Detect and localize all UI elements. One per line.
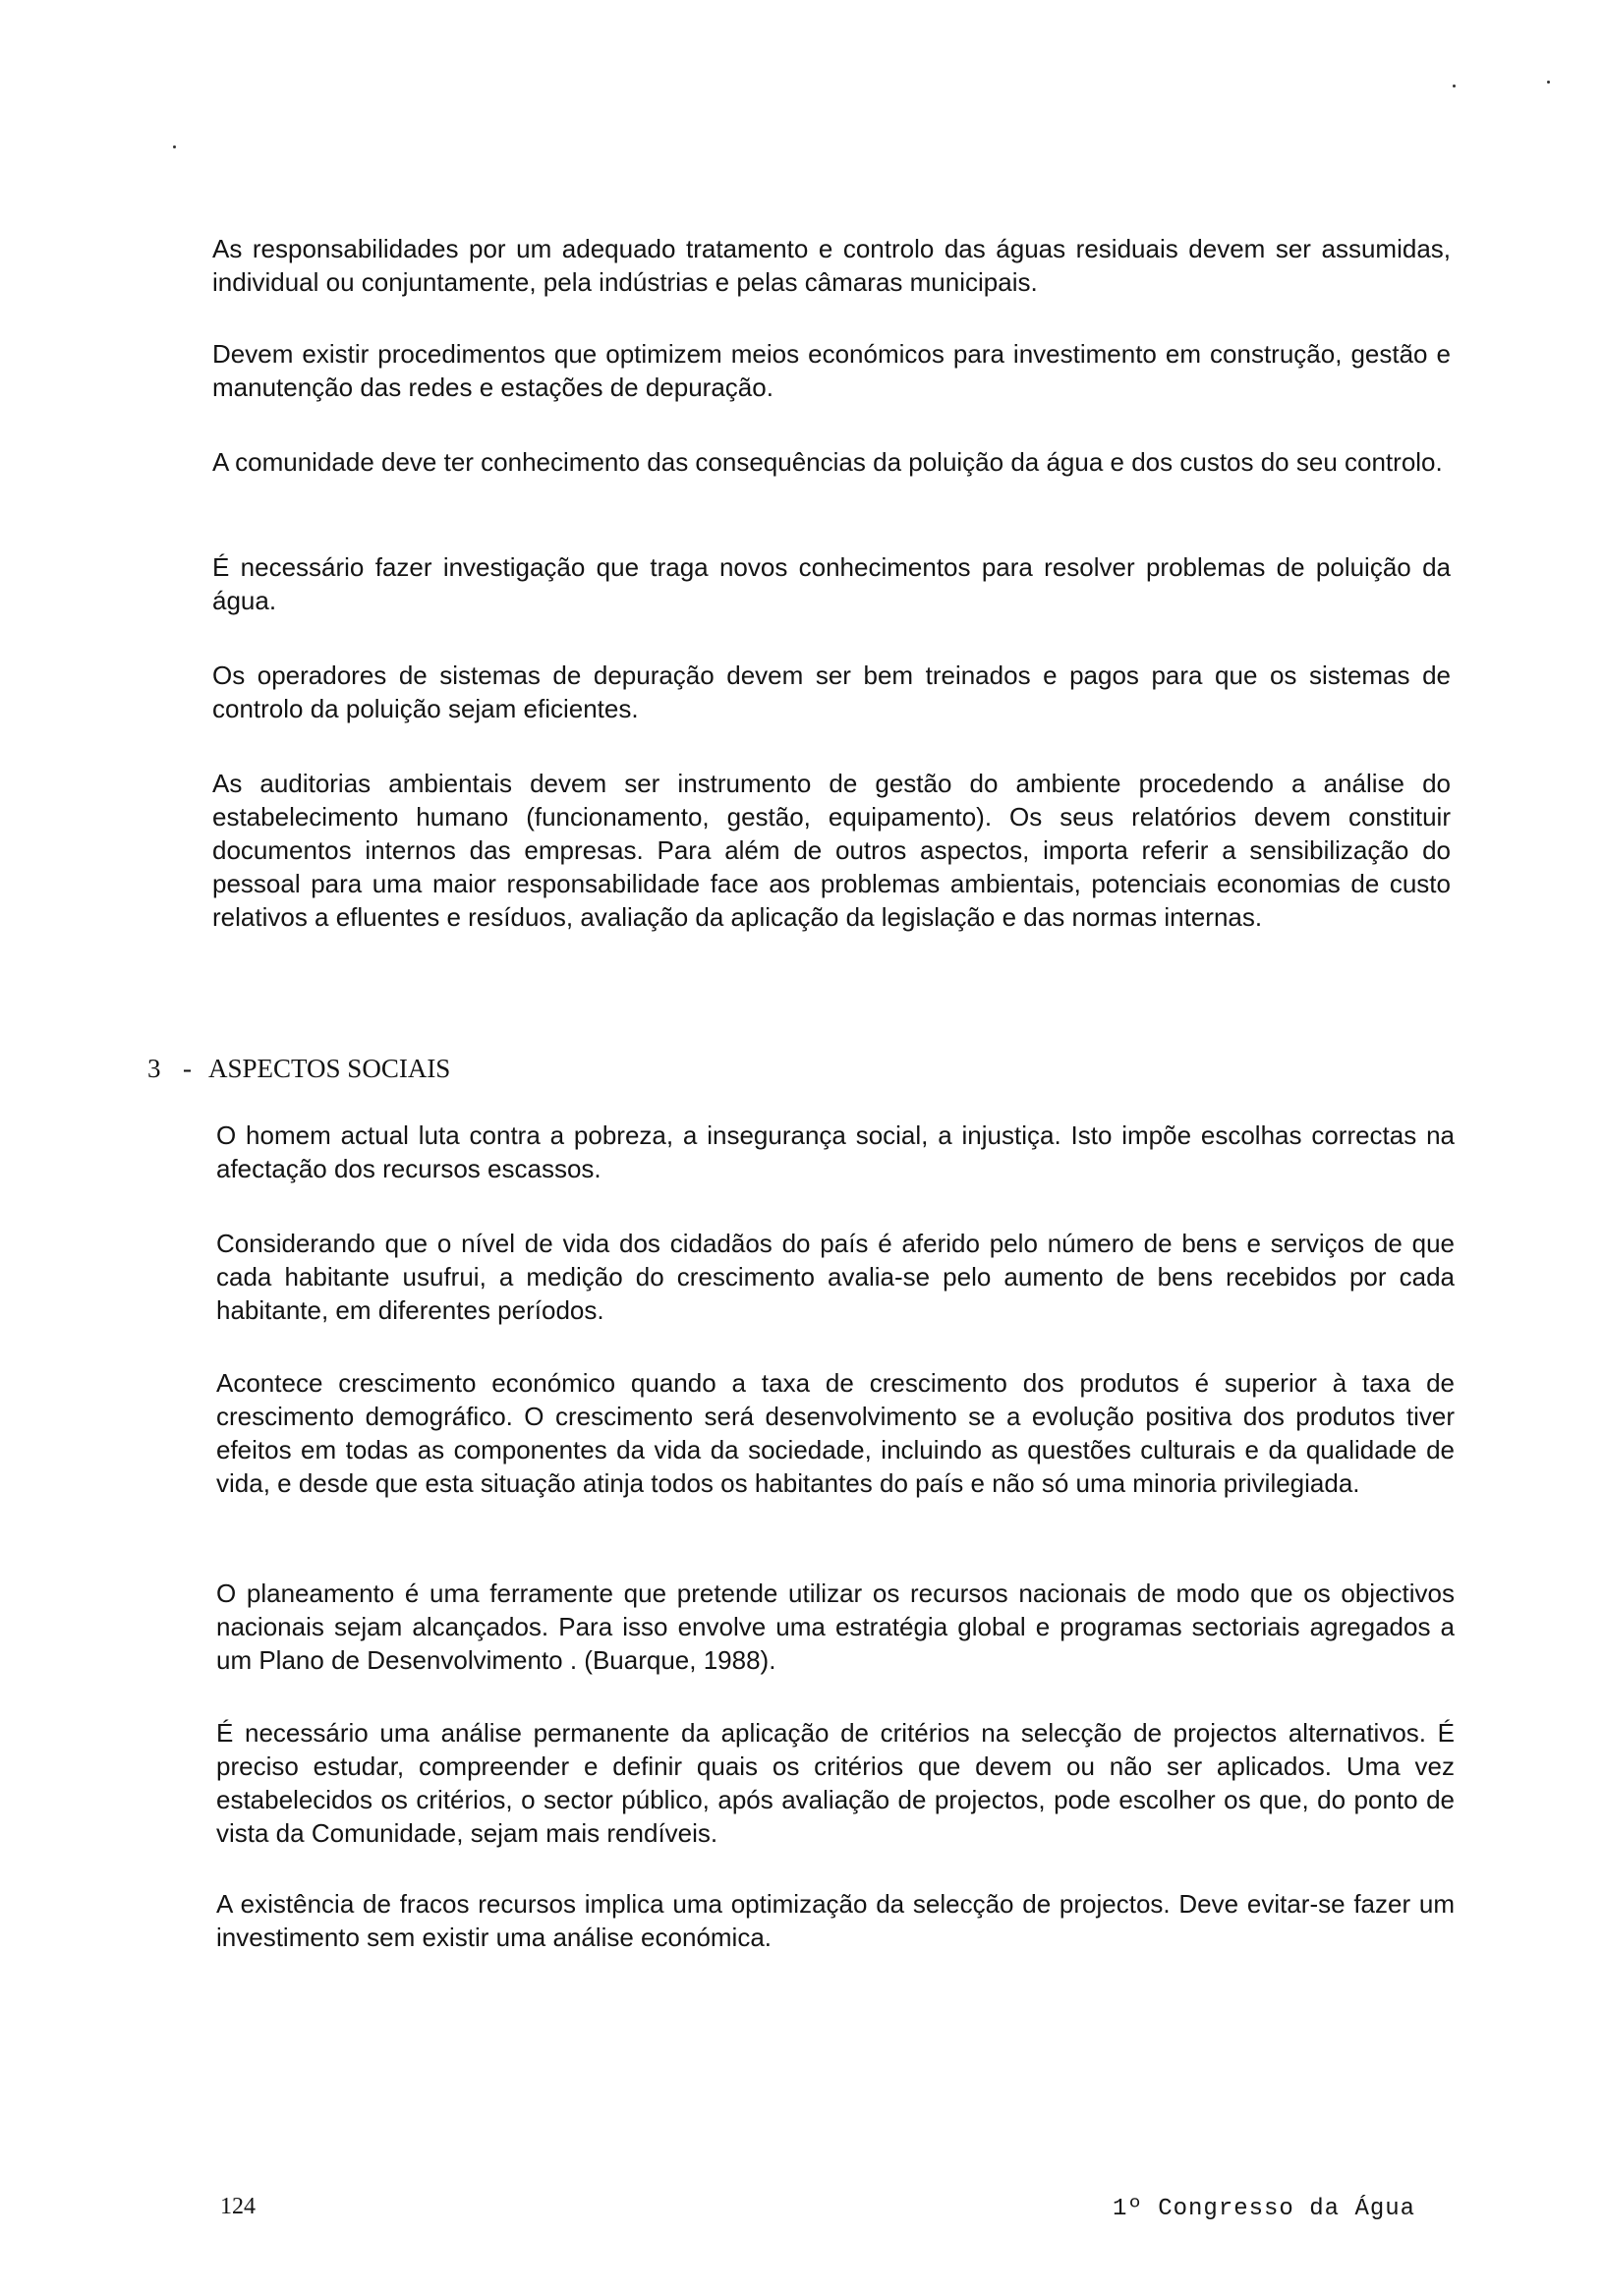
paragraph-poverty: O homem actual luta contra a pobreza, a insegurança social, a injustiça. Isto impõe escolhas correctas na afectação dos recursos escassos. (216, 1120, 1455, 1183)
page-number: 124 (220, 2194, 256, 2219)
paragraph-research: É necessário fazer investigação que traga novos conhecimentos para resolver problemas de poluição da água. (212, 552, 1451, 615)
section-title: ASPECTOS SOCIAIS (208, 1054, 451, 1083)
section-number: 3 (147, 1054, 161, 1083)
paragraph-resources: A existência de fracos recursos implica uma optimização da selecção de projectos. Deve evitar-se fazer um investimento sem existir uma análise económica. (216, 1889, 1455, 1952)
paragraph-economic-growth: Acontece crescimento económico quando a taxa de crescimento dos produtos é superior à taxa de crescimento demográfico. O crescimento será desenvolvimento se a evolução positiva dos produtos tiver efeitos em todas as componentes da vida da sociedade, incluindo as questões culturais e da qualidade de vida, e desde que esta situação atinja todos os habitantes do país e não só uma minoria privilegiada. (216, 1368, 1455, 1498)
section-heading (147, 1052, 450, 1085)
paragraph-living-standard: Considerando que o nível de vida dos cidadãos do país é aferido pelo número de bens e serviços de que cada habitante usufrui, a medição do crescimento avalia-se pelo aumento de bens recebidos por cada habitante, em diferentes períodos. (216, 1229, 1455, 1325)
paragraph-community: A comunidade deve ter conhecimento das consequências da poluição da água e dos custos do seu controlo. (212, 447, 1443, 477)
scan-speck (1547, 81, 1550, 84)
publication-title: 1º Congresso da Água (1113, 2196, 1416, 2222)
paragraph-responsibilities: As responsabilidades por um adequado tratamento e controlo das águas residuais devem ser assumidas, individual ou conjuntamente, pela indústrias e pelas câmaras municipais. (212, 234, 1451, 297)
paragraph-procedures: Devem existir procedimentos que optimizem meios económicos para investimento em construção, gestão e manutenção das redes e estações de depuração. (212, 339, 1451, 402)
scan-speck (173, 145, 176, 148)
scan-speck (1453, 85, 1456, 87)
paragraph-operators: Os operadores de sistemas de depuração devem ser bem treinados e pagos para que os sistemas de controlo da poluição sejam eficientes. (212, 660, 1451, 723)
paragraph-criteria: É necessário uma análise permanente da aplicação de critérios na selecção de projectos alternativos. É preciso estudar, compreender e definir quais os critérios que devem ou não ser aplicados. Uma vez estabelecidos os critérios, o sector público, após avaliação de projectos, pode escolher os que, do ponto de vista da Comunidade, sejam mais rendíveis. (216, 1718, 1455, 1848)
section-separator: - (183, 1054, 192, 1083)
paragraph-audits: As auditorias ambientais devem ser instrumento de gestão do ambiente procedendo a análise do estabelecimento humano (funcionamento, gestão, equipamento). Os seus relatórios devem constituir documentos internos das empresas. Para além de outros aspectos, importa referir a sensibilização do pessoal para uma maior responsabilidade face aos problemas ambientais, potenciais economias de custo relativos a efluentes e resíduos, avaliação da aplicação da legislação e das normas internas. (212, 769, 1451, 932)
paragraph-planning: O planeamento é uma ferramente que pretende utilizar os recursos nacionais de modo que os objectivos nacionais sejam alcançados. Para isso envolve uma estratégia global e programas sectoriais agregados a um Plano de Desenvolvimento . (Buarque, 1988). (216, 1578, 1455, 1675)
